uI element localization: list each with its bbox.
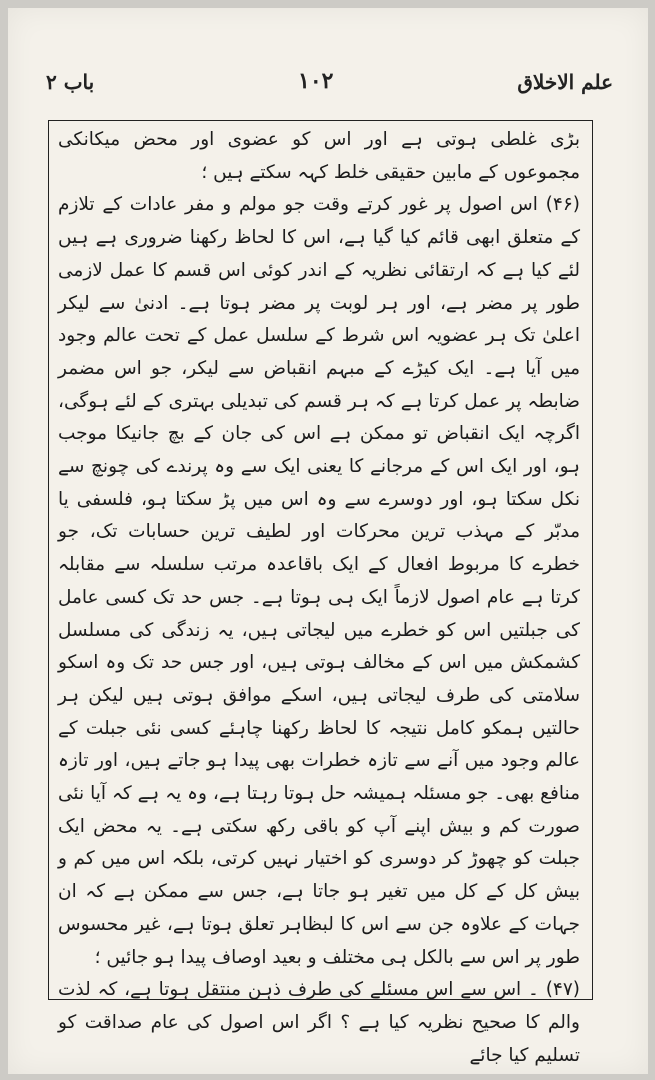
paragraph-46: (۴۶) اس اصول پر غور کرتے وقت جو مولم و مفر عادات کے تلازم کے متعلق ابھی قائم کیا گیا ہے، اس کا لحاظ رکھنا ضروری ہے ہیں لئے کیا ہے کہ ارتقائی نظریہ کے اندر کوئی اس قسم کا عمل لازمی طور پر مضر ہے، اور ہر لوبت پر مضر ہوتا ہے۔ ادنیٰ سے لیکر اعلیٰ تک ہر عضویہ اس شرط کے سلسل عمل کے تحت عالم وجود میں آیا ہے۔ ایک کیڑے کے مبہم انقباض سے لیکر، جو اس مضمر ضابطہ پر عمل کرتا ہے کہ ہر قسم کی تبدیلی بہتری کے لئے ہوگی، اگرچہ ایک انقباض تو ممکن ہے اس کی جان کے بچ جانیکا موجب ہو، اور ایک اس کے مرجانے کا یعنی ایک سے وہ پرندے کی چونچ سے نکل سکتا ہو، اور دوسرے سے وہ اس میں پڑ سکتا ہو، فلسفی یا مدبّر کے مہذب ترین محرکات اور لطیف ترین حسابات تک، جو خطرے کا مربوط افعال کے ایک باقاعدہ مرتب سلسلہ سے مقابلہ کرتا ہے عام اصول لازماً ایک ہی ہوتا ہے۔ جس حد تک کسی عامل کی جبلتیں اس کو خطرے میں لیجاتی ہیں، یہ زندگی کی مسلسل کشمکش میں اس کے مخالف ہوتی ہیں، اور جس حد تک وہ اسکو سلامتی کی طرف لیجاتی ہیں، اسکے موافق ہوتی ہیں لیکن ہر حالتیں ہمکو کامل نتیجہ کا لحاظ رکھنا چاہئے کسی نئی جبلت کے عالم وجود میں آنے سے تازہ خطرات بھی پیدا ہو جاتے ہیں، اور تازہ منافع بھی۔ جو مسئلہ ہمیشہ حل ہوتا رہتا ہے، وہ یہ ہے کہ آیا نئی صورت کم و بیش اپنے آپ کو باقی رکھ سکتی ہے۔ یہ محض ایک جبلت کو چھوڑ کر دوسری کو اختیار نہیں کرتی، بلکہ اس میں کم و بیش کل کے کل میں تغیر ہو جاتا ہے، جس سے ممکن ہے کہ ان جہات کے علاوہ جن سے اس کا لبظاہر تعلق ہوتا ہے، غیر محسوس طور پر اس سے بالکل ہی مختلف و بعید اوصاف پیدا ہو جائیں ؛ bbox=[58, 194, 580, 968]
page-header bbox=[38, 66, 623, 106]
page-number: ۱۰۲ bbox=[298, 68, 334, 94]
chapter-label: باب ۲ bbox=[46, 70, 95, 94]
paragraph-intro: بڑی غلطی ہوتی ہے اور اس کو عضوی اور محض میکانکی مجموعوں کے مابین حقیقی خلط کہہ سکتے ہیں ؛ bbox=[58, 129, 580, 183]
book-title: علم الاخلاق bbox=[517, 70, 613, 94]
paragraph-47: (۴۷) ۔ اس سے اس مسئلے کی طرف ذہن منتقل ہوتا ہے، کہ لذت والم کا صحیح نظریہ کیا ہے ؟ اگر اس اصول کی عام صداقت کو تسلیم کیا جائے bbox=[58, 979, 580, 1066]
body-text bbox=[58, 124, 580, 1072]
